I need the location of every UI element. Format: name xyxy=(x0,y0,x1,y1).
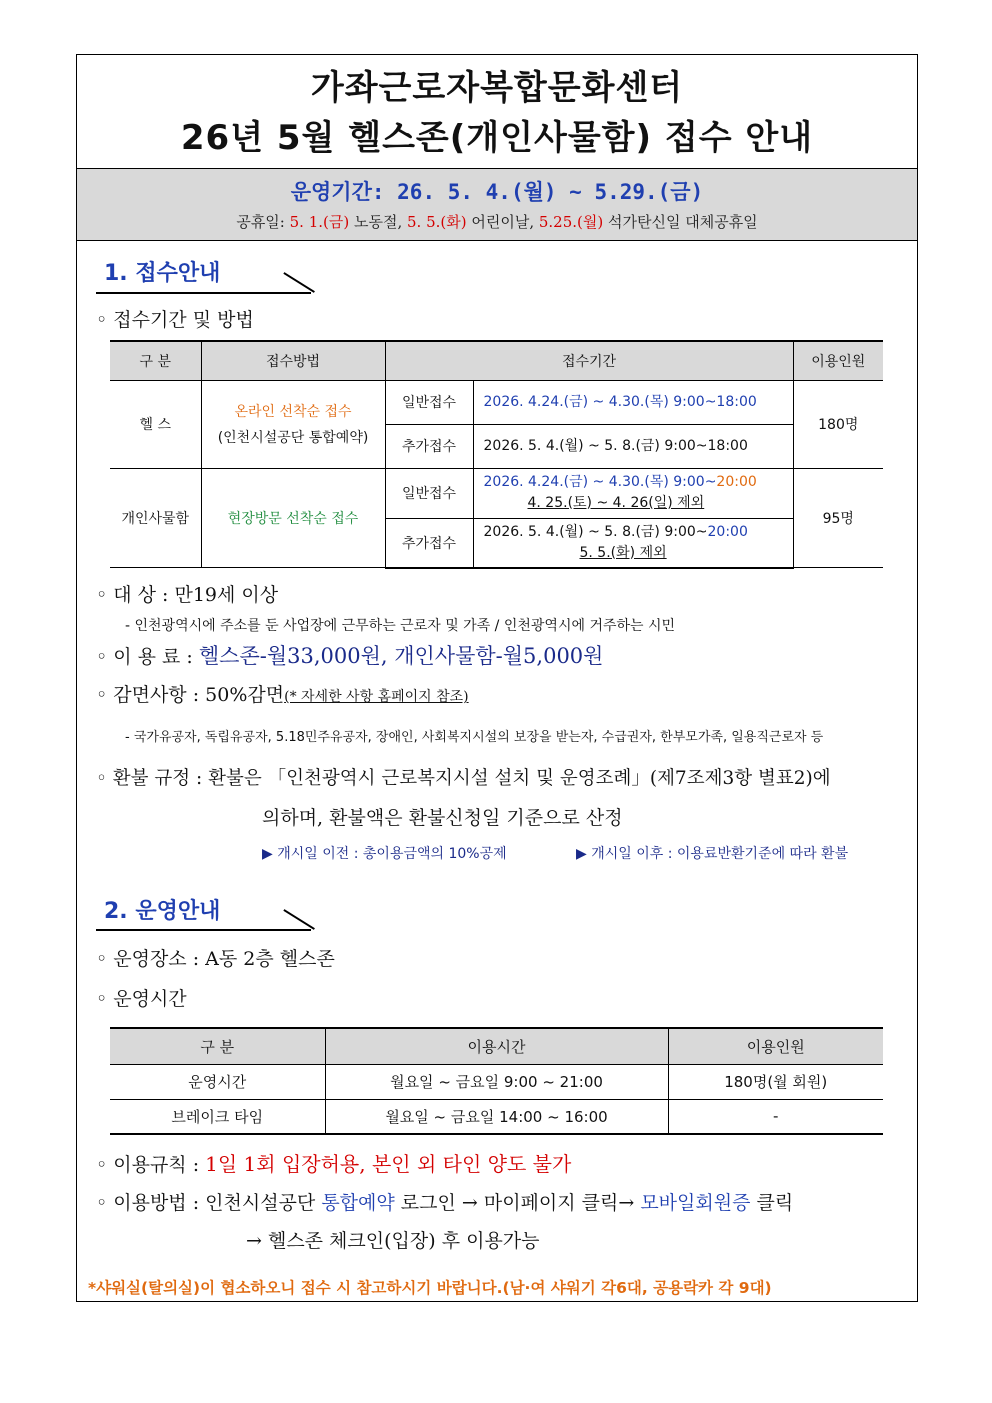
refund-note-after: ▶ 개시일 이후 : 이용료반환기준에 따라 환불 xyxy=(576,846,849,862)
locker-category: 개인사물함 xyxy=(110,468,201,568)
section2-heading: 2. 운영안내 xyxy=(104,899,221,924)
fee-label: ◦ 이 용 료 : xyxy=(96,646,199,668)
health-capacity: 180명 xyxy=(793,380,883,468)
table-cell: - xyxy=(668,1099,883,1134)
locker-method: 현장방문 선착순 접수 xyxy=(201,468,385,568)
shower-room-note: *샤워실(탈의실)이 협소하오니 접수 시 참고하시기 바랍니다.(남·여 샤워기 각6대, 공용락카 각 9대) xyxy=(88,1279,772,1297)
section1-subheading: ◦ 접수기간 및 방법 xyxy=(96,309,254,331)
usage-method-link2: 모바일회원증 xyxy=(640,1192,751,1214)
section1-heading: 1. 접수안내 xyxy=(104,261,221,286)
health-type1: 일반접수 xyxy=(385,380,473,424)
col-header-capacity: 이용인원 xyxy=(793,341,883,380)
health-method xyxy=(201,380,385,468)
health-method-line1: 온라인 선착순 접수 xyxy=(234,404,352,420)
health-method-line2: (인천시설공단 통합예약) xyxy=(217,430,369,446)
usage-method-end: 클릭 xyxy=(750,1192,794,1214)
usage-method-line2: → 헬스존 체크인(입장) 후 이용가능 xyxy=(246,1230,540,1252)
table-cell: 브레이크 타임 xyxy=(110,1099,325,1134)
holiday-date-3: 5.25.(월) xyxy=(538,213,604,231)
health-type2-period: 2026. 5. 4.(월) ~ 5. 8.(금) 9:00~18:00 xyxy=(473,424,793,468)
locker-type2-exclusion: 5. 5.(화) 제외 xyxy=(579,544,667,561)
locker-type2-period-b: 20:00 xyxy=(707,523,748,540)
section2-underline xyxy=(96,929,311,931)
refund-line1: ◦ 환불 규정 : 환불은 「인천광역시 근로복지시설 설치 및 운영조례」(제7조제3항 별표2)에 xyxy=(96,768,831,789)
page-title: 가좌근로자복합문화센터 xyxy=(310,68,684,108)
usage-method-label: ◦ 이용방법 : 인천시설공단 xyxy=(96,1192,322,1214)
discount-value: 50%감면 xyxy=(205,684,285,706)
holiday-date-2: 5. 5.(화) xyxy=(407,213,467,231)
hours-header-category: 구 분 xyxy=(110,1028,325,1064)
fee-value: 헬스존-월33,000원, 개인사물함-월5,000원 xyxy=(198,644,604,668)
fee-row xyxy=(96,640,603,670)
holiday-name-1: 노동절, xyxy=(349,213,407,231)
locker-type1-period-a: 2026. 4.24.(금) ~ 4.30.(목) 9:00~ xyxy=(483,474,717,490)
holiday-date-1: 5. 1.(금) xyxy=(289,213,350,231)
target-note: - 인천광역시에 주소를 둔 사업장에 근무하는 근로자 및 가족 / 인천광역시에 거주하는 시민 xyxy=(125,618,676,634)
health-type1-period: 2026. 4.24.(금) ~ 4.30.(목) 9:00~18:00 xyxy=(473,380,793,424)
usage-method-mid: 로그인 → 마이페이지 클릭→ xyxy=(394,1192,641,1214)
table-cell: 운영시간 xyxy=(110,1064,325,1099)
table-cell: 월요일 ~ 금요일 9:00 ~ 21:00 xyxy=(325,1064,668,1099)
usage-rule-row xyxy=(96,1148,571,1177)
holiday-prefix: 공휴일: xyxy=(236,213,290,231)
hours-header-time: 이용시간 xyxy=(325,1028,668,1064)
discount-row xyxy=(96,680,469,707)
holiday-name-3: 석가탄신일 대체공휴일 xyxy=(603,213,758,231)
usage-method-row xyxy=(96,1188,793,1215)
usage-rule-label: ◦ 이용규칙 : xyxy=(96,1154,206,1176)
discount-label: ◦ 감면사항 : xyxy=(96,684,206,706)
operation-hours-table xyxy=(110,1027,883,1135)
health-type2: 추가접수 xyxy=(385,424,473,468)
refund-note-before: ▶ 개시일 이전 : 총이용금액의 10%공제 xyxy=(262,846,507,862)
discount-targets: - 국가유공자, 독립유공자, 5.18민주유공자, 장애인, 사회복지시설의 보장을 받는자, 수급권자, 한부모가족, 일용직근로자 등 xyxy=(125,730,824,745)
usage-rule-value: 1일 1회 입장허용, 본인 외 타인 양도 불가 xyxy=(205,1152,572,1176)
page-subtitle: 26년 5월 헬스존(개인사물함) 접수 안내 xyxy=(180,118,814,158)
col-header-method: 접수방법 xyxy=(201,341,385,380)
operation-period: 운영기간: 26. 5. 4.(월) ~ 5.29.(금) xyxy=(290,180,704,204)
target-value: 만19세 이상 xyxy=(174,584,279,606)
locker-type2-period xyxy=(473,518,793,568)
locker-type1-period xyxy=(473,468,793,518)
col-header-category: 구 분 xyxy=(110,341,201,380)
operation-hours-label: ◦ 운영시간 xyxy=(96,988,187,1010)
hours-header-capacity: 이용인원 xyxy=(668,1028,883,1064)
title-box xyxy=(77,55,917,169)
locker-type1: 일반접수 xyxy=(385,468,473,518)
health-category: 헬 스 xyxy=(110,380,201,468)
registration-table xyxy=(110,340,883,569)
target-label: ◦ 대 상 : xyxy=(96,584,175,606)
section1-underline xyxy=(96,292,311,294)
table-cell: 180명(월 회원) xyxy=(668,1064,883,1099)
target-row xyxy=(96,580,278,607)
col-header-period: 접수기간 xyxy=(385,341,793,380)
usage-method-link1: 통합예약 xyxy=(321,1192,395,1214)
discount-note: (* 자세한 사항 홈페이지 참조) xyxy=(284,689,469,705)
operation-period-box xyxy=(77,169,917,241)
locker-type2-period-a: 2026. 5. 4.(월) ~ 5. 8.(금) 9:00~ xyxy=(483,523,708,540)
locker-type1-period-b: 20:00 xyxy=(716,474,757,490)
refund-line2: 의하며, 환불액은 환불신청일 기준으로 산정 xyxy=(262,807,623,829)
holiday-name-2: 어린이날, xyxy=(466,213,539,231)
locker-type1-exclusion: 4. 25.(토) ~ 4. 26(일) 제외 xyxy=(527,495,705,511)
locker-type2: 추가접수 xyxy=(385,518,473,568)
table-cell: 월요일 ~ 금요일 14:00 ~ 16:00 xyxy=(325,1099,668,1134)
holiday-line xyxy=(77,211,917,232)
operation-place: ◦ 운영장소 : A동 2층 헬스존 xyxy=(96,948,335,970)
locker-capacity: 95명 xyxy=(793,468,883,568)
